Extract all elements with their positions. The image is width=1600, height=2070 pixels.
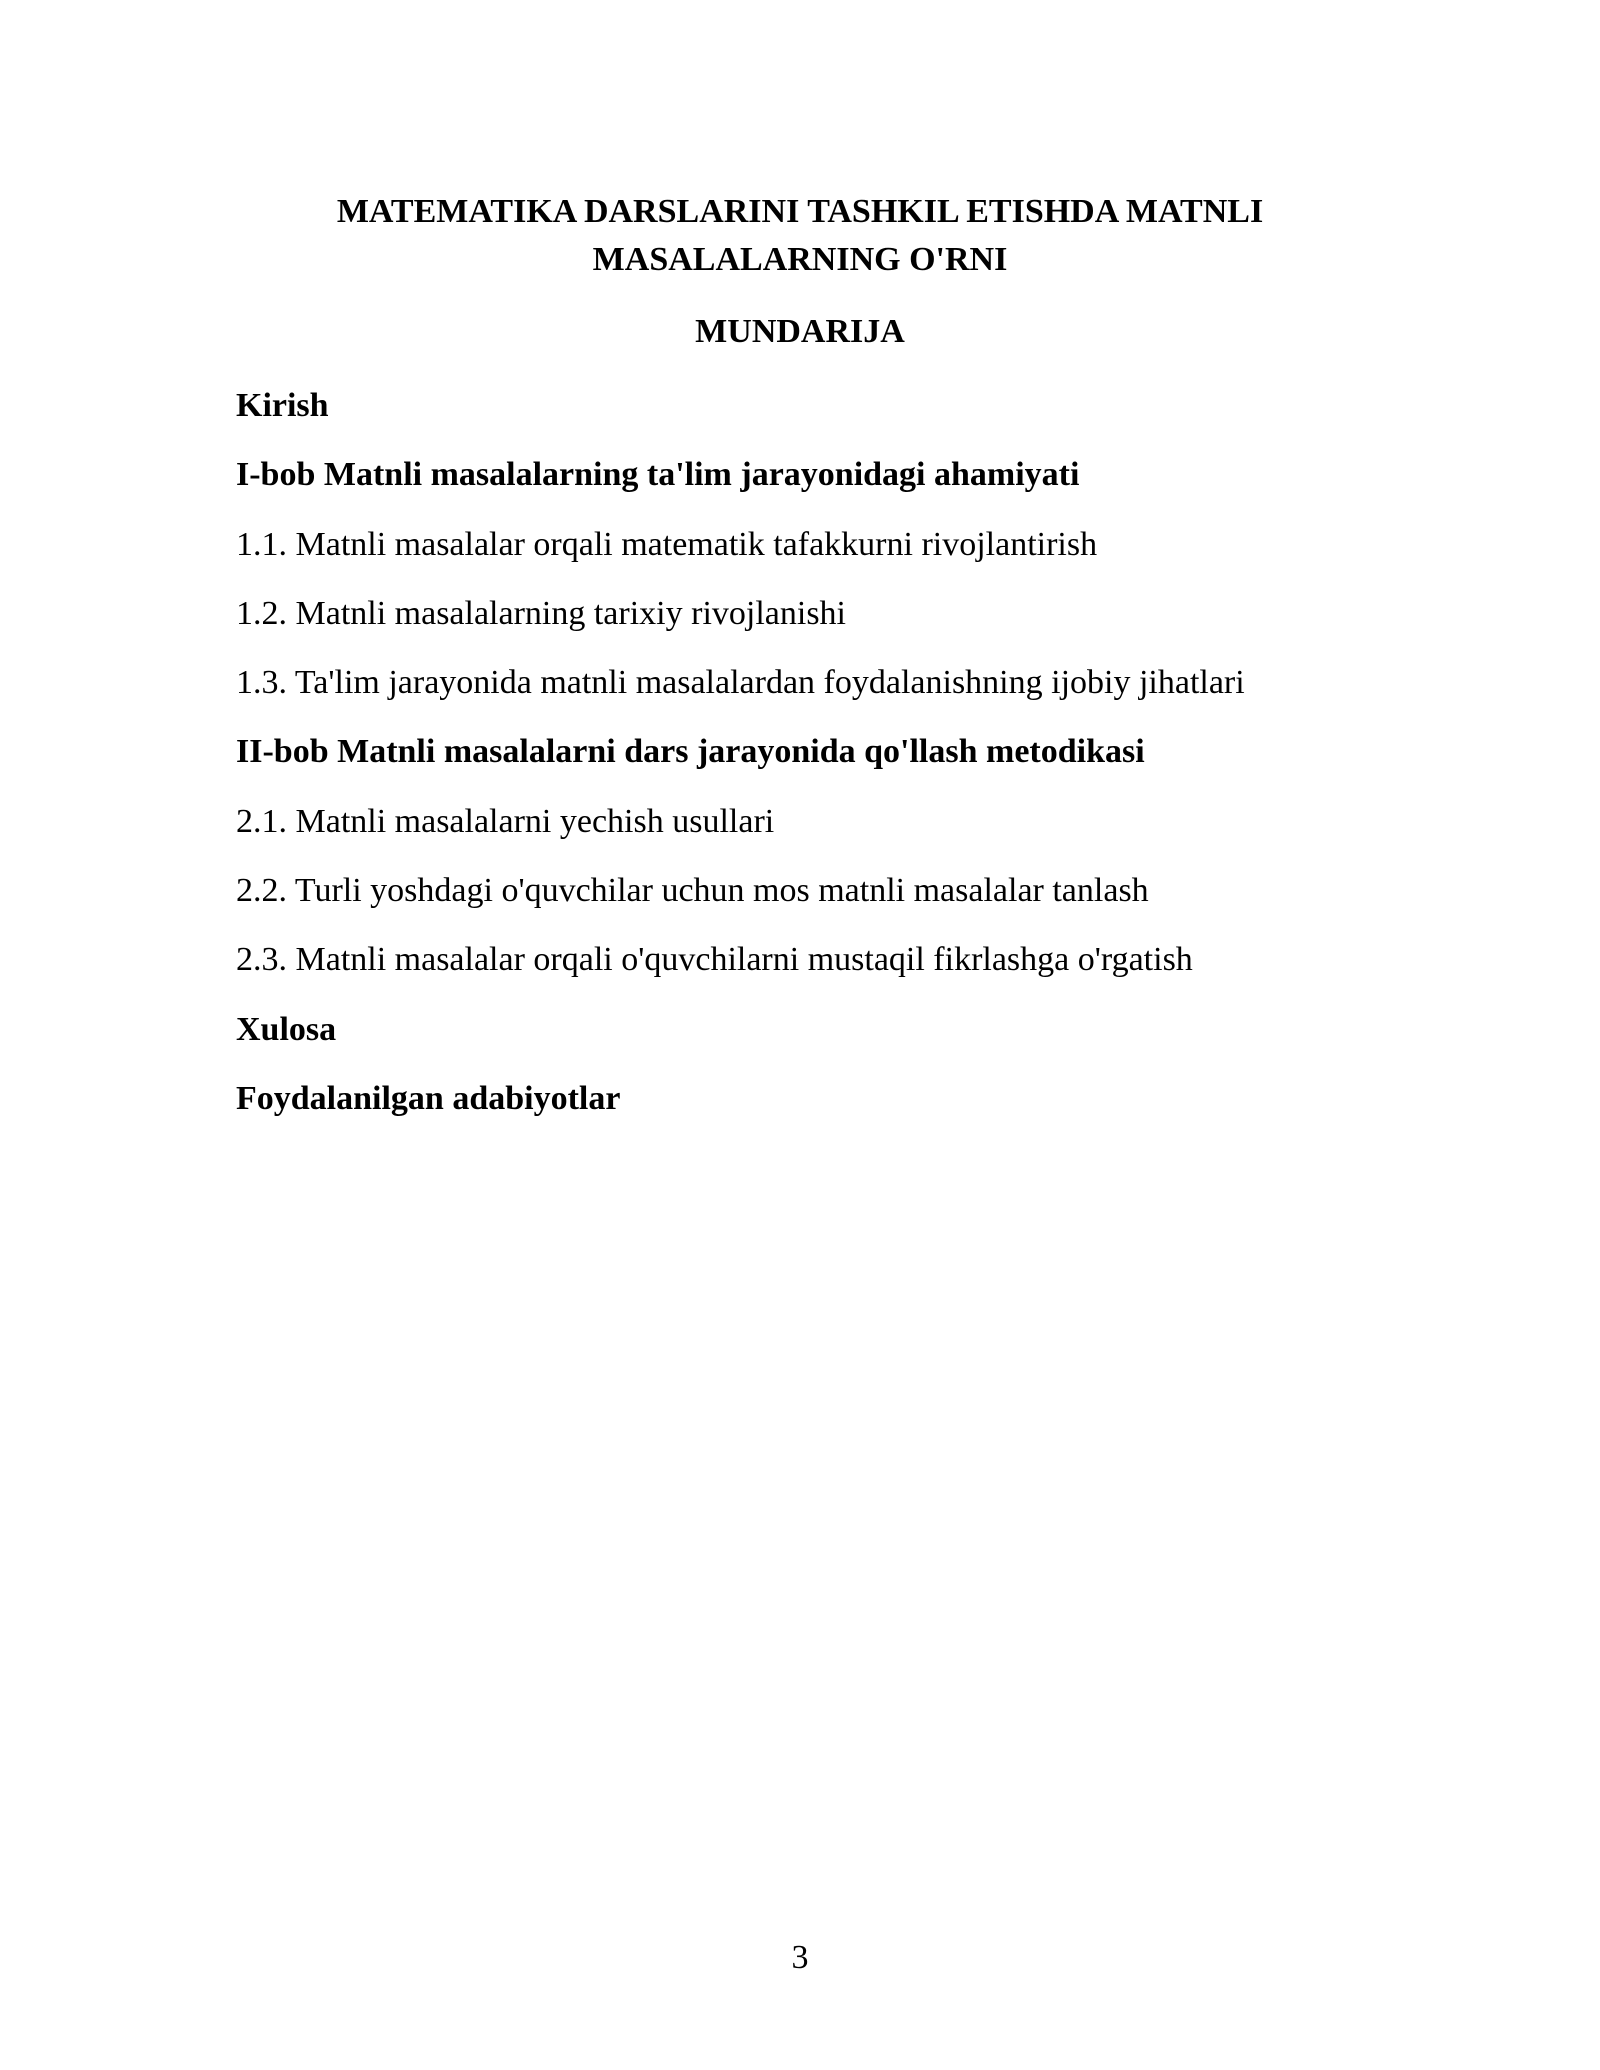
toc-item-chapter-2: II-bob Matnli masalalarni dars jarayonida qo'llash metodikasi (236, 733, 1145, 771)
toc-item-section-1-1: 1.1. Matnli masalalar orqali matematik tafakkurni rivojlantirish (236, 525, 1098, 563)
page-number: 3 (791, 1939, 809, 1976)
toc-item-section-2-3: 2.3. Matnli masalalar orqali o'quvchilarni mustaqil fikrlashga o'rgatish (236, 941, 1193, 979)
toc-item-references: Foydalanilgan adabiyotlar (236, 1079, 621, 1117)
toc-item-section-2-2: 2.2. Turli yoshdagi o'quvchilar uchun mos matnli masalalar tanlash (236, 872, 1149, 910)
title-line-2: MASALALARNING O'RNI (592, 241, 1008, 278)
toc-item-introduction: Kirish (236, 387, 329, 424)
toc-item-section-2-1: 2.1. Matnli masalalarni yechish usullari (236, 802, 775, 840)
table-of-contents (236, 382, 1436, 1144)
toc-item-chapter-1: I-bob Matnli masalalarning ta'lim jarayonidagi ahamiyati (236, 456, 1080, 494)
document-title (0, 188, 1600, 284)
toc-item-section-1-2: 1.2. Matnli masalalarning tarixiy rivojlanishi (236, 594, 846, 632)
title-line-1: MATEMATIKA DARSLARINI TASHKIL ETISHDA MATNLI (336, 193, 1264, 230)
toc-item-conclusion: Xulosa (236, 1010, 337, 1048)
toc-item-section-1-3: 1.3. Ta'lim jarayonida matnli masalalardan foydalanishning ijobiy jihatlari (236, 664, 1245, 702)
contents-heading: MUNDARIJA (695, 313, 905, 350)
